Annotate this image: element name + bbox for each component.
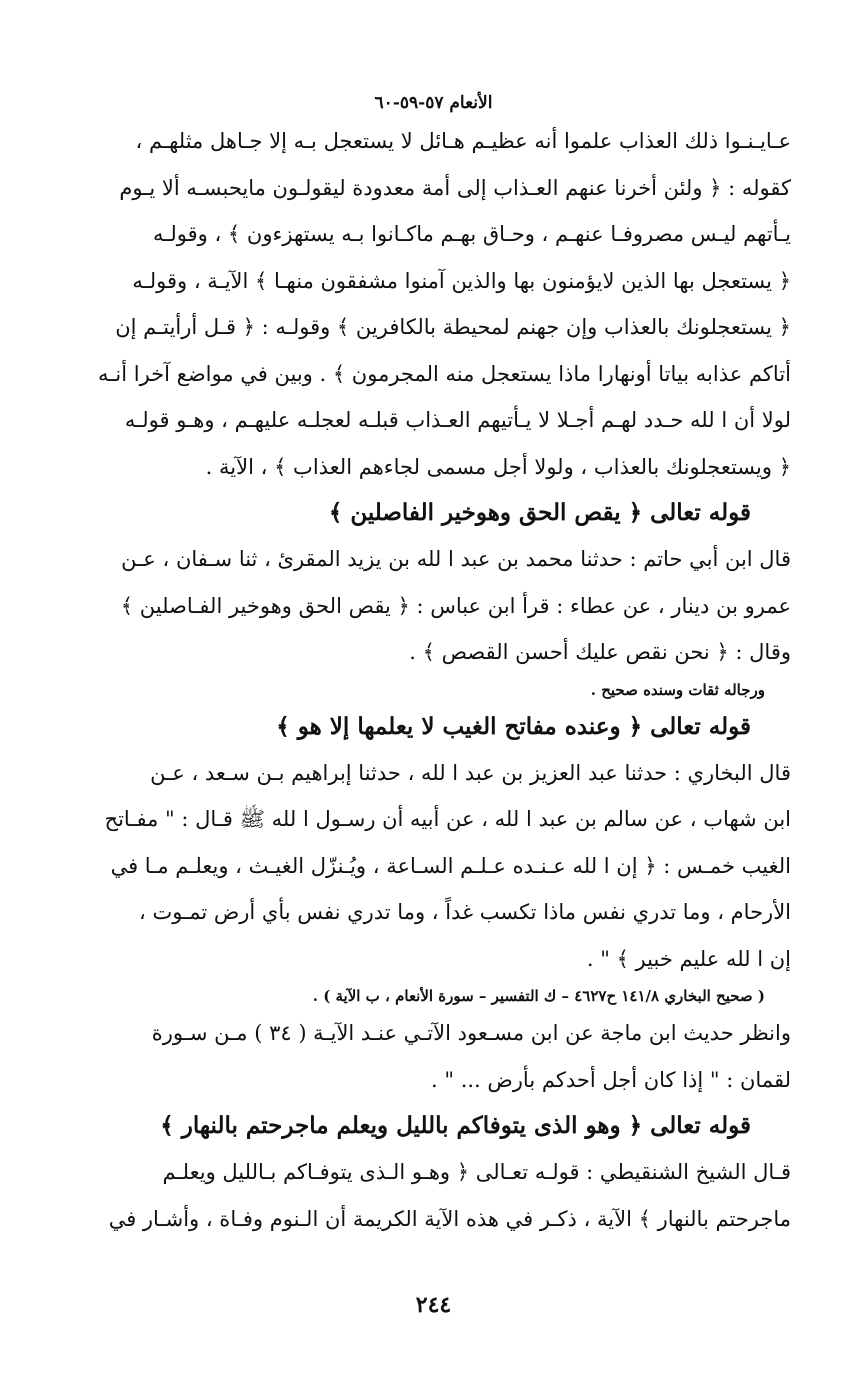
- paragraph-1: [76, 118, 791, 490]
- text-line: ماجرحتم بالنهار ﴾ الآية ، ذكـر في هذه الآية الكريمة أن الـنوم وفـاة ، وأشـار في: [108, 1206, 791, 1231]
- text-line: لولا أن ا لله حـدد لهـم أجـلا لا يـأتيهم العـذاب قبلـه لعجلـه عليهـم ، وهـو قولـه: [124, 408, 791, 432]
- paragraph-4: [76, 1010, 791, 1103]
- paragraph-5: [76, 1149, 791, 1242]
- text-line: لقمان : " إذا كان أجل أحدكم بأرض ... " .: [431, 1067, 791, 1092]
- text-line: قال ابن أبي حاتم : حدثنا محمد بن عبد ا لله بن يزيد المقرئ ، ثنا سـفان ، عـن: [121, 547, 791, 571]
- text-line: ﴿ يستعجلونك بالعذاب وإن جهنم لمحيطة بالكافرين ﴾ وقولـه : ﴿ قـل أرأيتـم إن: [115, 315, 791, 339]
- text-line: إن ا لله عليم خبير ﴾ " .: [586, 946, 791, 971]
- text-line: يـأتهم ليـس مصروفـا عنهـم ، وحـاق بهـم ماكـانوا بـه يستهزءون ﴾ ، وقولـه: [152, 222, 791, 246]
- text-line: وقال : ﴿ نحن نقص عليك أحسن القصص ﴾ .: [409, 640, 791, 664]
- text-line: وانظر حديث ابن ماجة عن ابن مسـعود الآتـي عنـد الآيـة ( ٣٤ ) مـن سـورة: [151, 1021, 791, 1045]
- source-citation: ( صحيح البخاري ١٤١/٨ ح٤٦٢٧ – ك التفسير – سورة الأنعام ، ب الآية ) .: [312, 987, 765, 1005]
- text-line: الغيب خمـس : ﴿ إن ا لله عـنـده عـلـم السـاعة ، ويُـنزّل الغيـث ، ويعلـم مـا في: [110, 853, 791, 878]
- paragraph-3: [76, 750, 791, 983]
- grading-note: ورجاله ثقات وسنده صحيح .: [590, 680, 765, 699]
- text-line: كقوله : ﴿ ولئن أخرنا عنهم العـذاب إلى أمة معدودة ليقولـون مايحبسـه ألا يـوم: [119, 175, 791, 200]
- text-line: ﴿ ويستعجلونك بالعذاب ، ولولا أجل مسمى لجاءهم العذاب ﴾ ، الآية .: [205, 454, 791, 479]
- text-line: قال البخاري : حدثنا عبد العزيز بن عبد ا لله ، حدثنا إبراهيم بـن سـعد ، عـن: [150, 760, 791, 785]
- section-heading-3: قوله تعالى ﴿ وهو الذى يتوفاكم بالليل ويعلم ماجرحتم بالنهار ﴾: [160, 1112, 751, 1139]
- section-heading-2: قوله تعالى ﴿ وعنده مفاتح الغيب لا يعلمها إلا هو ﴾: [276, 712, 751, 740]
- section-heading-1: قوله تعالى ﴿ يقص الحق وهوخير الفاصلين ﴾: [328, 499, 751, 526]
- page-number: ٢٤٤: [415, 1292, 452, 1318]
- page-content: [76, 118, 791, 1242]
- text-line: أتاكم عذابه بياتا أونهارا ماذا يستعجل منه المجرمون ﴾ . وبين في مواضع آخرا أنـه: [97, 361, 791, 386]
- text-line: ابن شهاب ، عن سالم بن عبد ا لله ، عن أبيه أن رسـول ا لله ﷺ قـال : " مفـاتح: [104, 807, 791, 831]
- text-line: الأرحام ، وما تدري نفس ماذا تكسب غداً ، وما تدري نفس بأي أرض تمـوت ،: [138, 900, 791, 924]
- text-line: عمرو بن دينار ، عن عطاء : قرأ ابن عباس : ﴿ يقص الحق وهوخير الفـاصلين ﴾: [120, 593, 791, 618]
- running-header: الأنعام ٥٧-٥٩-٦٠: [374, 93, 493, 113]
- text-line: عـايـنـوا ذلك العذاب علموا أنه عظيـم هـائل لا يستعجل بـه إلا جـاهل مثلهـم ،: [135, 129, 791, 153]
- text-line: ﴿ يستعجل بها الذين لايؤمنون بها والذين آمنوا مشفقون منهـا ﴾ الآيـة ، وقولـه: [132, 268, 791, 293]
- paragraph-2: [76, 536, 791, 676]
- text-line: قـال الشيخ الشنقيطي : قولـه تعـالى ﴿ وهـو الـذى يتوفـاكم بـالليل ويعلـم: [162, 1160, 791, 1184]
